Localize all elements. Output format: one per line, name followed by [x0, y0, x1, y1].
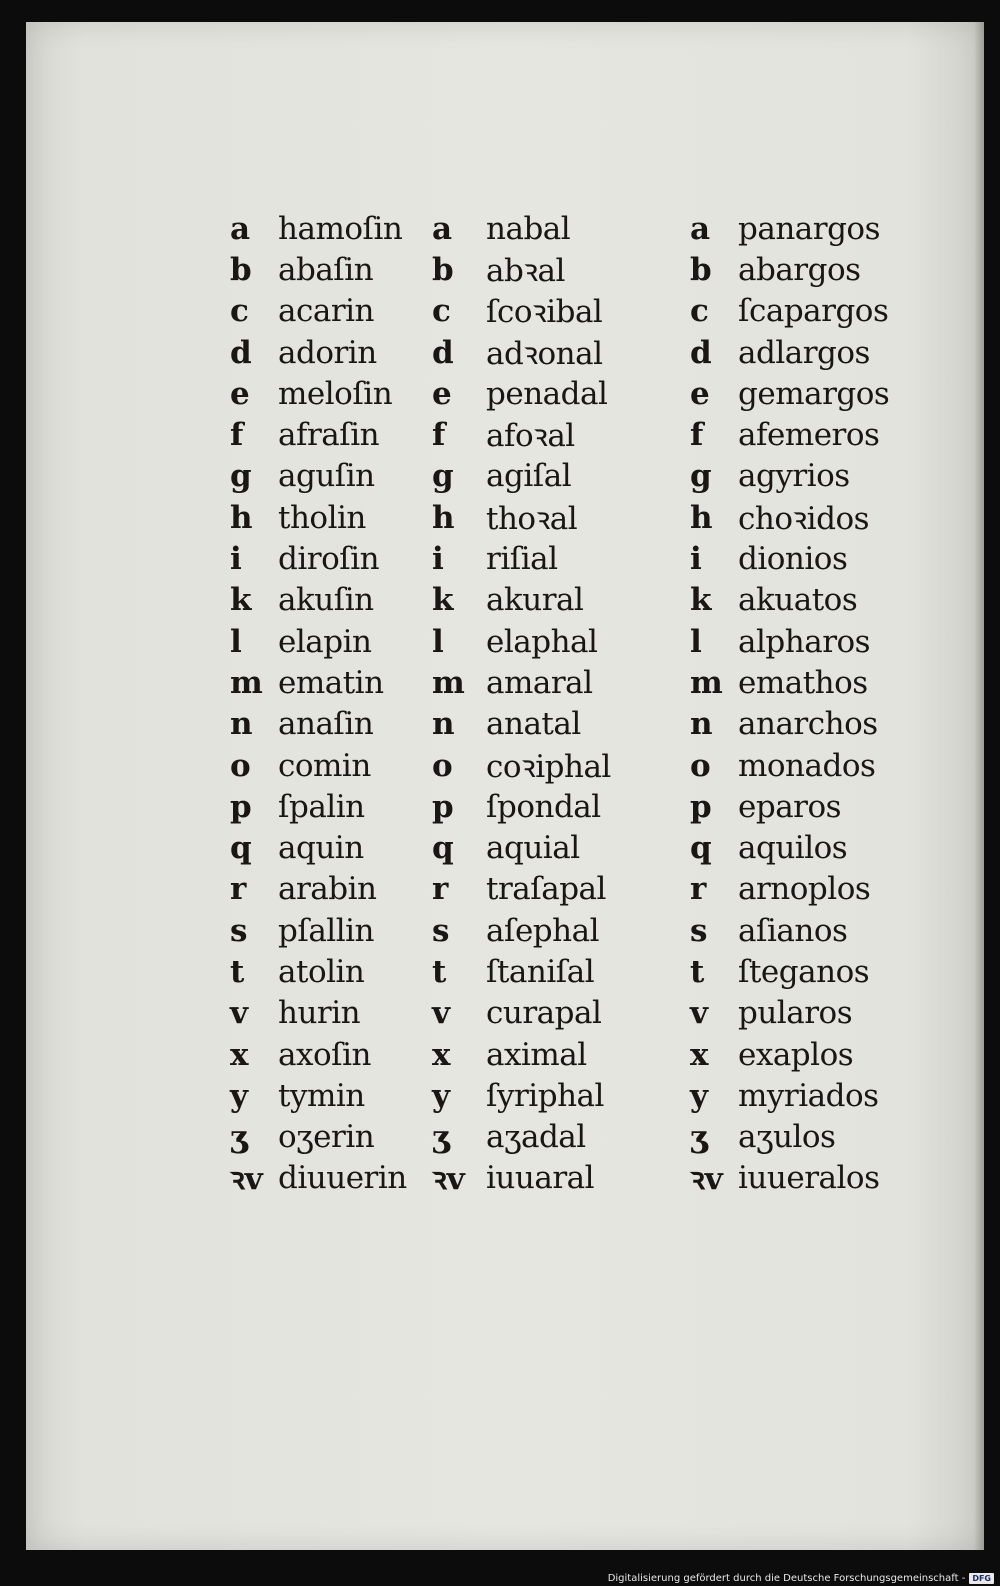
row-word: adꝛonal — [486, 335, 603, 372]
row-letter: ꝛv — [230, 1161, 263, 1198]
alphabet-row — [690, 662, 889, 703]
page-gutter-edge — [974, 22, 984, 1550]
alphabet-row — [690, 1034, 889, 1075]
alphabet-row — [690, 704, 889, 745]
row-word: thoꝛal — [486, 500, 578, 537]
row-word: aquin — [278, 830, 364, 867]
alphabet-row — [432, 1117, 611, 1158]
row-letter: p — [230, 788, 252, 825]
row-letter: s — [690, 912, 708, 949]
alphabet-row — [230, 580, 407, 621]
alphabet-row — [230, 414, 407, 455]
alphabet-row — [432, 704, 611, 745]
row-letter: k — [690, 582, 712, 619]
alphabet-row — [690, 538, 889, 579]
row-letter: g — [230, 458, 252, 495]
row-word: acarin — [278, 293, 375, 330]
row-word: agyrios — [738, 458, 850, 495]
row-letter: ʒ — [230, 1119, 248, 1156]
alphabet-row — [432, 910, 611, 951]
row-word: elaphal — [486, 623, 598, 660]
credit-text: Digitalisierung gefördert durch die Deutsche Forschungsgemeinschaft - — [607, 1573, 966, 1584]
row-letter: d — [432, 334, 454, 371]
row-letter: a — [432, 210, 453, 247]
row-letter: x — [690, 1036, 709, 1073]
row-word: pſallin — [278, 912, 375, 949]
row-letter: k — [230, 582, 252, 619]
alphabet-row — [230, 1117, 407, 1158]
alphabet-row — [690, 1158, 889, 1199]
alphabet-row — [230, 910, 407, 951]
row-letter: f — [230, 417, 244, 454]
alphabet-row — [230, 1034, 407, 1075]
book-page — [26, 22, 984, 1550]
row-letter: h — [230, 499, 253, 536]
alphabet-row — [432, 414, 611, 455]
alphabet-row — [432, 373, 611, 414]
row-word: arabin — [278, 871, 377, 908]
row-word: curapal — [486, 995, 602, 1032]
row-letter: p — [690, 788, 712, 825]
row-word: diuuerin — [278, 1160, 407, 1197]
row-letter: m — [230, 664, 263, 701]
row-letter: e — [690, 375, 710, 412]
alphabet-row — [230, 1075, 407, 1116]
row-word: penadal — [486, 375, 608, 412]
row-letter: t — [690, 953, 705, 990]
alphabet-row — [690, 1075, 889, 1116]
row-word: nabal — [486, 210, 571, 247]
row-word: aguſin — [278, 458, 375, 495]
alphabet-column-2 — [432, 208, 611, 1199]
row-word: iuueralos — [738, 1160, 880, 1197]
row-letter: v — [690, 995, 709, 1032]
alphabet-row — [230, 456, 407, 497]
row-letter: g — [690, 458, 712, 495]
row-word: choꝛidos — [738, 500, 870, 537]
row-letter: l — [230, 623, 242, 660]
row-word: riſial — [486, 541, 558, 578]
row-letter: c — [432, 293, 451, 330]
row-letter: c — [690, 293, 709, 330]
alphabet-row — [690, 208, 889, 249]
row-word: panargos — [738, 210, 881, 247]
row-word: ematin — [278, 664, 384, 701]
alphabet-row — [432, 1034, 611, 1075]
row-word: anatal — [486, 706, 581, 743]
row-word: akuatos — [738, 582, 858, 619]
row-letter: g — [432, 458, 454, 495]
row-letter: o — [432, 747, 453, 784]
row-word: hamoſin — [278, 210, 403, 247]
row-word: agiſal — [486, 458, 572, 495]
row-letter: ꝛv — [690, 1161, 723, 1198]
alphabet-row — [432, 662, 611, 703]
alphabet-row — [432, 869, 611, 910]
alphabet-row — [230, 745, 407, 786]
alphabet-row — [432, 1075, 611, 1116]
row-word: aſephal — [486, 912, 600, 949]
alphabet-row — [690, 373, 889, 414]
row-letter: ꝛv — [432, 1161, 465, 1198]
row-letter: ʒ — [432, 1119, 450, 1156]
row-word: akural — [486, 582, 584, 619]
alphabet-row — [432, 827, 611, 868]
row-word: meloſin — [278, 375, 393, 412]
digitization-credit — [608, 1573, 994, 1584]
row-letter: i — [432, 541, 444, 578]
row-word: elapin — [278, 623, 372, 660]
row-letter: r — [432, 871, 449, 908]
row-letter: x — [432, 1036, 451, 1073]
row-letter: m — [432, 664, 465, 701]
row-letter: t — [230, 953, 245, 990]
row-letter: h — [690, 499, 713, 536]
alphabet-row — [690, 580, 889, 621]
row-letter: x — [230, 1036, 249, 1073]
alphabet-column-3 — [690, 208, 889, 1199]
alphabet-row — [432, 456, 611, 497]
alphabet-row — [230, 1158, 407, 1199]
row-letter: b — [230, 251, 252, 288]
row-word: afemeros — [738, 417, 880, 454]
alphabet-row — [432, 786, 611, 827]
alphabet-row — [432, 497, 611, 538]
row-word: afraſin — [278, 417, 380, 454]
alphabet-row — [230, 208, 407, 249]
alphabet-row — [690, 414, 889, 455]
row-word: abaſin — [278, 251, 374, 288]
row-word: ſcapargos — [738, 293, 889, 330]
row-letter: q — [230, 830, 252, 867]
row-letter: h — [432, 499, 455, 536]
row-word: exaplos — [738, 1036, 854, 1073]
row-letter: o — [230, 747, 251, 784]
row-word: aʒulos — [738, 1119, 836, 1156]
alphabet-row — [230, 786, 407, 827]
alphabet-row — [432, 538, 611, 579]
alphabet-row — [690, 786, 889, 827]
row-letter: k — [432, 582, 454, 619]
row-letter: f — [432, 417, 446, 454]
row-letter: y — [230, 1077, 249, 1114]
row-letter: n — [230, 706, 253, 743]
row-letter: v — [230, 995, 249, 1032]
alphabet-row — [690, 249, 889, 290]
row-word: traſapal — [486, 871, 606, 908]
row-letter: m — [690, 664, 723, 701]
row-word: dionios — [738, 541, 848, 578]
alphabet-row — [230, 662, 407, 703]
row-letter: s — [432, 912, 450, 949]
row-letter: n — [432, 706, 455, 743]
row-word: ſteganos — [738, 953, 870, 990]
row-word: myriados — [738, 1077, 879, 1114]
row-word: adorin — [278, 334, 377, 371]
row-word: atolin — [278, 953, 365, 990]
alphabet-row — [690, 332, 889, 373]
row-word: amaral — [486, 664, 593, 701]
alphabet-row — [230, 827, 407, 868]
row-letter: r — [230, 871, 247, 908]
row-letter: l — [690, 623, 702, 660]
row-word: ſpalin — [278, 788, 365, 825]
alphabet-row — [230, 332, 407, 373]
row-word: alpharos — [738, 623, 871, 660]
alphabet-row — [432, 249, 611, 290]
row-letter: p — [432, 788, 454, 825]
row-letter: c — [230, 293, 249, 330]
row-word: tymin — [278, 1077, 365, 1114]
row-letter: d — [690, 334, 712, 371]
row-letter: l — [432, 623, 444, 660]
row-word: aximal — [486, 1036, 587, 1073]
alphabet-row — [690, 827, 889, 868]
row-letter: b — [690, 251, 712, 288]
row-word: abargos — [738, 251, 861, 288]
alphabet-row — [230, 869, 407, 910]
row-word: hurin — [278, 995, 361, 1032]
row-letter: i — [230, 541, 242, 578]
row-word: ſtaniſal — [486, 953, 595, 990]
alphabet-row — [432, 580, 611, 621]
row-word: eparos — [738, 788, 842, 825]
alphabet-row — [230, 249, 407, 290]
row-word: anarchos — [738, 706, 878, 743]
dfg-logo-icon: DFG — [969, 1573, 994, 1584]
row-word: aʒadal — [486, 1119, 586, 1156]
alphabet-row — [230, 373, 407, 414]
alphabet-row — [230, 291, 407, 332]
alphabet-row — [690, 456, 889, 497]
alphabet-row — [230, 951, 407, 992]
alphabet-row — [690, 1117, 889, 1158]
row-letter: t — [432, 953, 447, 990]
row-word: oʒerin — [278, 1119, 375, 1156]
row-word: axoſin — [278, 1036, 371, 1073]
alphabet-row — [690, 993, 889, 1034]
row-letter: i — [690, 541, 702, 578]
alphabet-row — [432, 993, 611, 1034]
row-letter: b — [432, 251, 454, 288]
alphabet-row — [432, 332, 611, 373]
alphabet-row — [690, 621, 889, 662]
alphabet-row — [432, 951, 611, 992]
row-letter: r — [690, 871, 707, 908]
row-word: akuſin — [278, 582, 374, 619]
row-word: aſianos — [738, 912, 848, 949]
row-word: adlargos — [738, 334, 870, 371]
row-word: abꝛal — [486, 252, 565, 289]
row-letter: y — [690, 1077, 709, 1114]
alphabet-row — [690, 497, 889, 538]
alphabet-row — [230, 621, 407, 662]
row-word: coꝛiphal — [486, 748, 611, 785]
row-letter: q — [690, 830, 712, 867]
row-letter: ʒ — [690, 1119, 708, 1156]
alphabet-row — [230, 538, 407, 579]
alphabet-row — [230, 497, 407, 538]
row-word: tholin — [278, 499, 366, 536]
row-letter: d — [230, 334, 252, 371]
alphabet-row — [432, 291, 611, 332]
row-letter: a — [690, 210, 711, 247]
row-word: afoꝛal — [486, 418, 575, 455]
alphabet-row — [690, 869, 889, 910]
row-word: aquilos — [738, 830, 848, 867]
row-word: diroſin — [278, 541, 380, 578]
row-letter: q — [432, 830, 454, 867]
alphabet-row — [230, 704, 407, 745]
alphabet-row — [432, 1158, 611, 1199]
row-letter: e — [230, 375, 250, 412]
row-letter: e — [432, 375, 452, 412]
row-word: arnoplos — [738, 871, 871, 908]
row-word: emathos — [738, 664, 868, 701]
row-letter: a — [230, 210, 251, 247]
row-word: anaſin — [278, 706, 374, 743]
alphabet-row — [690, 910, 889, 951]
alphabet-row — [230, 993, 407, 1034]
row-letter: v — [432, 995, 451, 1032]
alphabet-row — [690, 951, 889, 992]
row-word: iuuaral — [486, 1160, 595, 1197]
row-letter: f — [690, 417, 704, 454]
row-word: ſcoꝛibal — [486, 294, 603, 331]
row-letter: n — [690, 706, 713, 743]
alphabet-row — [690, 745, 889, 786]
row-word: gemargos — [738, 375, 890, 412]
row-letter: s — [230, 912, 248, 949]
alphabet-column-1 — [230, 208, 407, 1199]
alphabet-row — [690, 291, 889, 332]
alphabet-row — [432, 621, 611, 662]
row-letter: o — [690, 747, 711, 784]
row-word: ſpondal — [486, 788, 601, 825]
row-word: comin — [278, 747, 371, 784]
alphabet-row — [432, 745, 611, 786]
alphabet-row — [432, 208, 611, 249]
row-word: monados — [738, 747, 876, 784]
row-word: pularos — [738, 995, 853, 1032]
row-letter: y — [432, 1077, 451, 1114]
row-word: ſyriphal — [486, 1077, 604, 1114]
row-word: aquial — [486, 830, 580, 867]
